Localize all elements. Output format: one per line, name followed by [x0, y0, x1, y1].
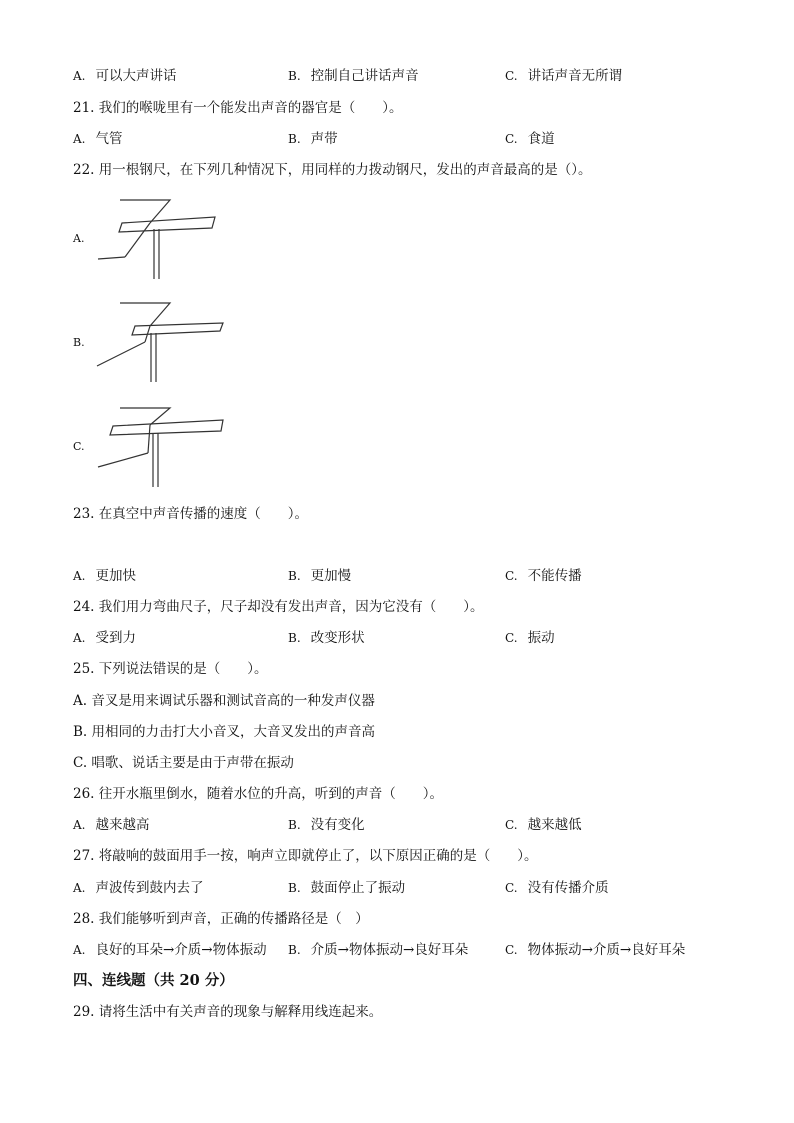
- q26-option-b[interactable]: B. 没有变化: [288, 817, 365, 833]
- q25-option-a[interactable]: A. 音叉是用来调试乐器和测试音高的一种发声仪器: [73, 693, 375, 709]
- q20-option-c[interactable]: C. 讲话声音无所谓: [505, 68, 623, 84]
- q28-option-c[interactable]: C. 物体振动→介质→良好耳朵: [505, 942, 686, 958]
- q26-option-c[interactable]: C. 越来越低: [505, 817, 582, 833]
- q28-options: [73, 941, 753, 959]
- q27-options: [73, 879, 753, 897]
- q26-options: [73, 816, 753, 834]
- q21-option-b[interactable]: B. 声带: [288, 131, 338, 147]
- q26-option-a[interactable]: A. 越来越高: [73, 817, 150, 833]
- ruler-figure-a: [95, 195, 225, 285]
- ruler-figure-c: [95, 403, 230, 491]
- q24-option-a[interactable]: A. 受到力: [73, 630, 136, 646]
- q21-option-a[interactable]: A. 气管: [73, 131, 123, 147]
- q20-option-a[interactable]: A. 可以大声讲话: [73, 68, 177, 84]
- section-title: 四、连线题（共 20 分）: [73, 972, 234, 989]
- q22-question: 22. 用一根钢尺，在下列几种情况下，用同样的力拨动钢尺，发出的声音最高的是（）。: [73, 162, 592, 178]
- q21-option-c[interactable]: C. 食道: [505, 131, 555, 147]
- q20-options: [73, 67, 753, 85]
- q25-option-b[interactable]: B. 用相同的力击打大小音叉，大音叉发出的声音高: [73, 724, 376, 740]
- q23-question: 23. 在真空中声音传播的速度（ ）。: [73, 506, 309, 522]
- q23-options: [73, 567, 753, 585]
- q22-figure-c-label[interactable]: C.: [73, 440, 85, 453]
- q25-option-c[interactable]: C. 唱歌、说话主要是由于声带在振动: [73, 755, 294, 771]
- q24-question: 24. 我们用力弯曲尺子，尺子却没有发出声音，因为它没有（ ）。: [73, 599, 484, 615]
- q29-question: 29. 请将生活中有关声音的现象与解释用线连起来。: [73, 1004, 383, 1020]
- q21-question: 21. 我们的喉咙里有一个能发出声音的器官是（ ）。: [73, 100, 403, 116]
- q27-option-c[interactable]: C. 没有传播介质: [505, 880, 609, 896]
- q23-option-c[interactable]: C. 不能传播: [505, 568, 582, 584]
- q24-option-b[interactable]: B. 改变形状: [288, 630, 365, 646]
- q27-option-b[interactable]: B. 鼓面停止了振动: [288, 880, 406, 896]
- q22-figure-a-label[interactable]: A.: [73, 232, 85, 245]
- q25-question: 25. 下列说法错误的是（ ）。: [73, 661, 268, 677]
- q27-option-a[interactable]: A. 声波传到鼓内去了: [73, 880, 204, 896]
- q20-option-b[interactable]: B. 控制自己讲话声音: [288, 68, 419, 84]
- q28-option-a[interactable]: A. 良好的耳朵→介质→物体振动: [73, 942, 267, 958]
- q22-figure-b-label[interactable]: B.: [73, 336, 85, 349]
- q21-options: [73, 130, 753, 148]
- ruler-figure-b: [95, 298, 230, 388]
- q28-option-b[interactable]: B. 介质→物体振动→良好耳朵: [288, 942, 469, 958]
- q24-option-c[interactable]: C. 振动: [505, 630, 555, 646]
- q23-option-a[interactable]: A. 更加快: [73, 568, 136, 584]
- q27-question: 27. 将敲响的鼓面用手一按，响声立即就停止了，以下原因正确的是（ ）。: [73, 848, 538, 864]
- q26-question: 26. 往开水瓶里倒水，随着水位的升高，听到的声音（ ）。: [73, 786, 444, 802]
- q28-question: 28. 我们能够听到声音，正确的传播路径是（ ）: [73, 911, 369, 927]
- q24-options: [73, 629, 753, 647]
- q23-option-b[interactable]: B. 更加慢: [288, 568, 352, 584]
